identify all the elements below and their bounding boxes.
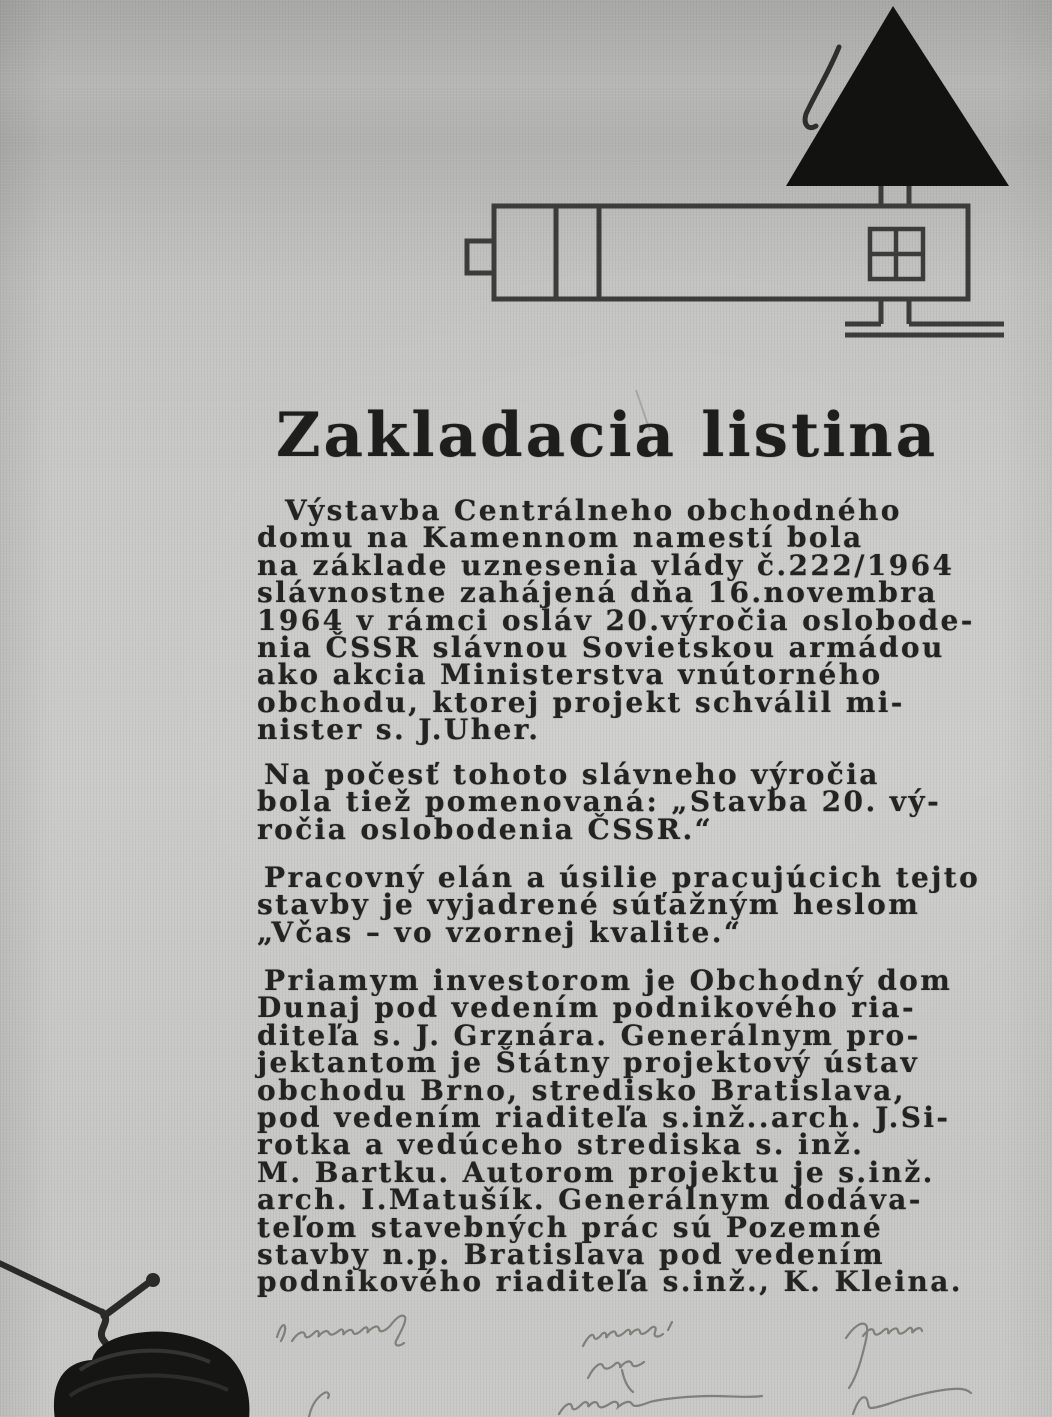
paragraph-3: [257, 861, 981, 949]
seal-cord: [0, 1262, 102, 1312]
charter-line: domu na Kamennom namestí bola: [257, 521, 864, 555]
signature-left-second: [309, 1392, 329, 1417]
charter-line: podnikového riaditeľa s.inž., K. Kleina.: [257, 1265, 963, 1299]
charter-line: Na počesť tohoto slávneho výročia: [264, 758, 880, 791]
paragraph-1: [257, 494, 975, 747]
charter-line: nia ČSSR slávnou Sovietskou armádou: [257, 631, 945, 665]
charter-line: ročia oslobodenia ČSSR.“: [257, 812, 714, 846]
charter-line: diteľa s. J. Grznára. Generálnym pro-: [257, 1018, 921, 1052]
charter-line: Pracovný elán a úsilie pracujúcich tejto: [264, 861, 981, 894]
charter-line: obchodu, ktorej projekt schválil mi-: [257, 685, 905, 719]
charter-line: pod vedením riaditeľa s.inž..arch. J.Si-: [257, 1101, 951, 1135]
roof-triangle-icon: [786, 6, 1009, 186]
signature-center-middle: [588, 1361, 644, 1392]
charter-line: slávnostne zahájená dňa 16.novembra: [257, 576, 938, 610]
charter-line: stavby je vyjadrené súťažným heslom: [257, 888, 921, 922]
charter-line: bola tiež pomenovaná: „Stavba 20. vý-: [257, 785, 942, 819]
charter-line: na základe uznesenia vlády č.222/1964: [257, 548, 955, 582]
charter-line: „Včas – vo vzornej kvalite.“: [257, 915, 743, 949]
window-icon: [870, 229, 923, 279]
house-key-emblem: [467, 6, 1009, 335]
charter-line: jektantom je Štátny projektový ústav: [257, 1046, 920, 1080]
charter-line: teľom stavebných prác sú Pozemné: [257, 1210, 884, 1244]
charter-line: 1964 v rámci osláv 20.výročia oslobode-: [257, 603, 975, 637]
charter-line: M. Bartku. Autorom projektu je s.inž.: [257, 1155, 935, 1189]
signature-right-bottom: [853, 1389, 971, 1414]
charter-line: obchodu Brno, stredisko Bratislava,: [257, 1073, 906, 1107]
signature-left: [277, 1316, 405, 1346]
signature-center-top: [583, 1322, 672, 1346]
charter-title: Zakladacia listina: [276, 400, 939, 471]
charter-line: rotka a vedúceho strediska s. inž.: [257, 1128, 865, 1162]
charter-line: ako akcia Ministerstva vnútorného: [257, 658, 883, 692]
charter-line: arch. I.Matušík. Generálnym dodáva-: [257, 1183, 923, 1217]
seal-stick-knob: [146, 1273, 160, 1287]
wax-seal-with-cord: [0, 1262, 249, 1417]
signatures: [277, 1316, 971, 1417]
charter-line: stavby n.p. Bratislava pod vedením: [257, 1238, 885, 1272]
charter-line: Výstavba Centrálneho obchodného: [285, 494, 902, 527]
charter-line: Dunaj pod vedením podnikového ria-: [257, 991, 916, 1025]
charter-line: nister s. J.Uher.: [257, 713, 541, 747]
seal-stick: [104, 1281, 151, 1316]
paragraph-2: [257, 758, 942, 846]
paragraph-4: [257, 964, 963, 1299]
signature-center-bottom: [559, 1396, 762, 1414]
signature-right-top: [846, 1324, 922, 1388]
charter-line: Priamym investorom je Obchodný dom: [264, 964, 953, 997]
